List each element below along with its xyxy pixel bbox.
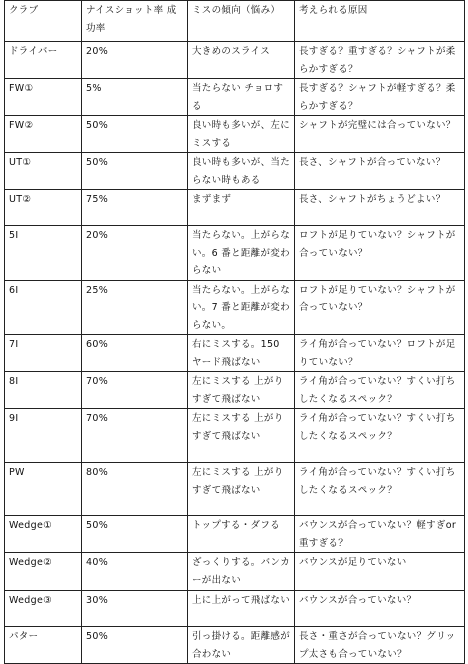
cell-miss: 左にミスする 上がりすぎて飛ばない — [188, 372, 295, 409]
cell-rate: 5% — [82, 79, 188, 116]
cell-club: パター — [5, 627, 82, 664]
cell-cause: ライ角が合っていない？すくい打ちしたくなるスペック？ — [295, 409, 465, 463]
cell-club: 7I — [5, 335, 82, 372]
cell-club: Wedge② — [5, 553, 82, 591]
cell-miss: 良い時も多いが、当たらない時もある — [188, 153, 295, 190]
cell-rate: 50% — [82, 627, 188, 664]
table-row — [5, 591, 465, 627]
cell-rate: 40% — [82, 553, 188, 591]
table-row — [5, 409, 465, 463]
cell-rate: 75% — [82, 190, 188, 226]
cell-cause: ライ角が合っていない？ロフトが足りていない？ — [295, 335, 465, 372]
cell-rate: 50% — [82, 516, 188, 553]
header-rate: ナイスショット率 成功率 — [82, 1, 188, 42]
cell-cause: ライ角が合っていない？すくい打ちしたくなるスペック？ — [295, 372, 465, 409]
header-cause: 考えられる原因 — [295, 1, 465, 42]
cell-miss: 当たらない。上がらない。7 番と距離が変わらない。 — [188, 280, 295, 335]
cell-rate: 50% — [82, 116, 188, 153]
cell-rate: 20% — [82, 226, 188, 281]
cell-cause: 長さ、シャフトが合っていない？ — [295, 153, 465, 190]
cell-rate: 30% — [82, 591, 188, 627]
table-row — [5, 627, 465, 664]
cell-club: FW② — [5, 116, 82, 153]
table-row — [5, 79, 465, 116]
cell-club: 9I — [5, 409, 82, 463]
table-row — [5, 116, 465, 153]
cell-cause: ライ角が合っていない？すくい打ちしたくなるスペック？ — [295, 463, 465, 516]
cell-rate: 60% — [82, 335, 188, 372]
table-row — [5, 553, 465, 591]
cell-club: UT① — [5, 153, 82, 190]
cell-rate: 20% — [82, 42, 188, 79]
cell-miss: 当たらない。上がらない。6 番と距離が変わらない — [188, 226, 295, 281]
cell-miss: 左にミスする 上がりすぎて飛ばない — [188, 409, 295, 463]
cell-cause: バウンスが合っていない？軽すぎor 重すぎる？ — [295, 516, 465, 553]
cell-club: ドライバー — [5, 42, 82, 79]
table-row — [5, 372, 465, 409]
table-row — [5, 190, 465, 226]
cell-cause: 長さ・重さが合っていない？グリップ太さも合っていない？ — [295, 627, 465, 664]
cell-club: 5I — [5, 226, 82, 281]
cell-cause: 長すぎる？重すぎる？シャフトが柔らかすぎる？ — [295, 42, 465, 79]
cell-miss: 引っ掛ける。距離感が合わない — [188, 627, 295, 664]
cell-club: Wedge① — [5, 516, 82, 553]
header-club: クラブ — [5, 1, 82, 42]
cell-cause: ロフトが足りていない？シャフトが合っていない？ — [295, 226, 465, 281]
cell-club: FW① — [5, 79, 82, 116]
cell-club: Wedge③ — [5, 591, 82, 627]
cell-cause: ロフトが足りていない？シャフトが合っていない？ — [295, 280, 465, 335]
cell-cause: バウンスが合っていない？ — [295, 591, 465, 627]
table-row — [5, 42, 465, 79]
table-row — [5, 153, 465, 190]
cell-miss: 良い時も多いが、左にミスする — [188, 116, 295, 153]
cell-rate: 70% — [82, 372, 188, 409]
cell-miss: トップする・ダフる — [188, 516, 295, 553]
table-row — [5, 463, 465, 516]
cell-rate: 80% — [82, 463, 188, 516]
table-row — [5, 280, 465, 335]
cell-cause: 長すぎる？シャフトが軽すぎる？柔らかすぎる？ — [295, 79, 465, 116]
cell-miss: 当たらない チョロする — [188, 79, 295, 116]
cell-rate: 70% — [82, 409, 188, 463]
cell-rate: 25% — [82, 280, 188, 335]
cell-club: PW — [5, 463, 82, 516]
cell-club: UT② — [5, 190, 82, 226]
cell-club: 6I — [5, 280, 82, 335]
cell-miss: まずまず — [188, 190, 295, 226]
header-miss: ミスの傾向（悩み） — [188, 1, 295, 42]
table-row — [5, 335, 465, 372]
cell-rate: 50% — [82, 153, 188, 190]
cell-miss: 右にミスする。150 ヤード飛ばない — [188, 335, 295, 372]
table-row — [5, 226, 465, 281]
club-analysis-table — [4, 0, 465, 664]
cell-miss: 上に上がって飛ばない — [188, 591, 295, 627]
cell-miss: 左にミスする 上がりすぎて飛ばない — [188, 463, 295, 516]
table-row — [5, 516, 465, 553]
cell-cause: 長さ、シャフトがちょうどよい？ — [295, 190, 465, 226]
cell-miss: 大きめのスライス — [188, 42, 295, 79]
header-row — [5, 1, 465, 42]
cell-club: 8I — [5, 372, 82, 409]
cell-cause: バウンスが足りていない — [295, 553, 465, 591]
cell-cause: シャフトが完璧には合っていない？ — [295, 116, 465, 153]
cell-miss: ざっくりする。バンカーが出ない — [188, 553, 295, 591]
